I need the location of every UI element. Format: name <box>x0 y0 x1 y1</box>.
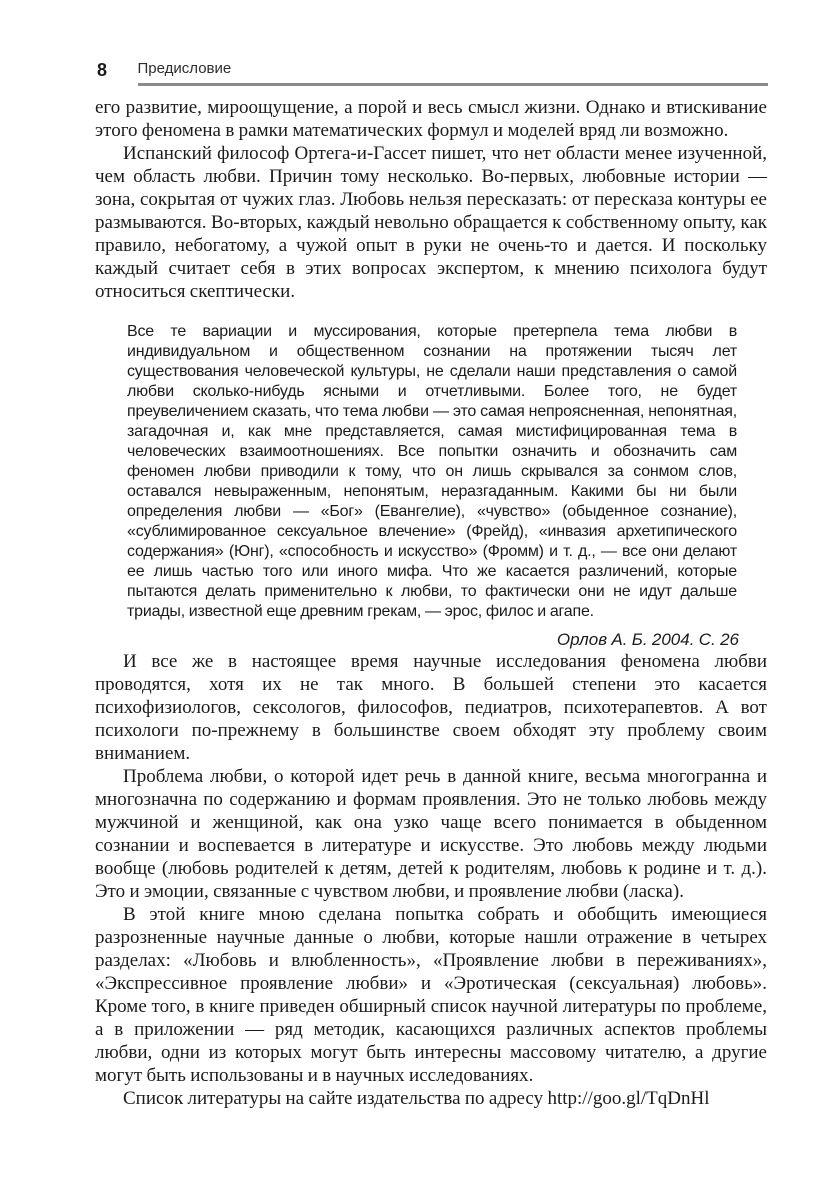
running-head-rule <box>138 60 768 86</box>
body-paragraph: И все же в настоящее время научные исследования феномена любви проводятся, хотя их не так много. В большей степени это касается психофизиологов, сексологов, философов, педиатров, психотерапевтов. А вот психологи по-прежнему в большинстве своем обходят эту проблему своим вниманием. <box>95 651 767 764</box>
running-head-title: Предисловие <box>137 60 232 77</box>
page-body <box>95 96 767 1110</box>
body-paragraph: Испанский философ Ортега-и-Гассет пишет, что нет области менее изученной, чем область любви. Причин тому несколько. Во-первых, любовные истории — зона, сокрытая от чужих глаз. Любовь нельзя пересказать: от пересказа контуры ее размываются. Во-вторых, каждый невольно обращается к собственному опыту, как правило, небогатому, а чужой опыт в руки не очень-то и дается. И поскольку каждый считает себя в этих вопросах экспертом, к мнению психолога будут относиться скептически. <box>95 143 767 302</box>
page-header <box>97 60 768 86</box>
body-paragraph: его развитие, мироощущение, а порой и весь смысл жизни. Однако и втискивание этого феномена в рамки математических формул и моделей вряд ли возможно. <box>95 97 767 141</box>
body-paragraph: Проблема любви, о которой идет речь в данной книге, весьма многогранна и многозначна по содержанию и формам проявления. Это не только любовь между мужчиной и женщиной, как она узко чаще всего понимается в обыденном сознании и воспевается в литературе и искусстве. Это любовь между людьми вообще (любовь родителей к детям, детей к родителям, любовь к родине и т. д.). Это и эмоции, связанные с чувством любви, и проявление любви (ласка). <box>95 766 767 902</box>
footer-note: Список литературы на сайте издательства по адресу http://goo.gl/TqDnHl <box>123 1088 710 1109</box>
page-number: 8 <box>97 60 108 80</box>
block-quote: Все те вариации и муссирования, которые претерпела тема любви в индивидуальном и общественном сознании на протяжении тысяч лет существования человеческой культуры, не сделали наши представления о самой любви сколько-нибудь ясными и отчетливыми. Более того, не будет преувеличением сказать, что тема любви — это самая непроясненная, непонятная, загадочная и, как мне представляется, самая мистифицированная тема в человеческих взаимоотношениях. Все попытки означить и обозначить сам феномен любви приводили к тому, что он лишь скрывался за сонмом слов, оставался невыраженным, непонятым, неразгаданным. Какими бы ни были определения любви — «Бог» (Евангелие), «чувство» (обыденное сознание), «сублимированное сексуальное влечение» (Фрейд), «инвазия архетипического содержания» (Юнг), «способность и искусство» (Фромм) и т. д., — все они делают ее лишь частью того или иного мифа. Что же касается различений, которые пытаются делать применительно к любви, то фактически они не идут дальше триады, известной еще древним грекам, — эрос, филос и агапе. <box>127 323 737 620</box>
quote-attribution: Орлов А. Б. 2004. С. 26 <box>556 630 739 649</box>
body-paragraph: В этой книге мною сделана попытка собрать и обобщить имеющиеся разрозненные научные данные о любви, которые нашли отражение в четырех разделах: «Любовь и влюбленность», «Проявление любви в переживаниях», «Экспрессивное проявление любви» и «Эротическая (сексуальная) любовь». Кроме того, в книге приведен обширный список научной литературы по проблеме, а в приложении — ряд методик, касающихся различных аспектов проблемы любви, одни из которых могут быть интересны массовому читателю, а другие могут быть использованы и в научных исследованиях. <box>95 904 767 1086</box>
